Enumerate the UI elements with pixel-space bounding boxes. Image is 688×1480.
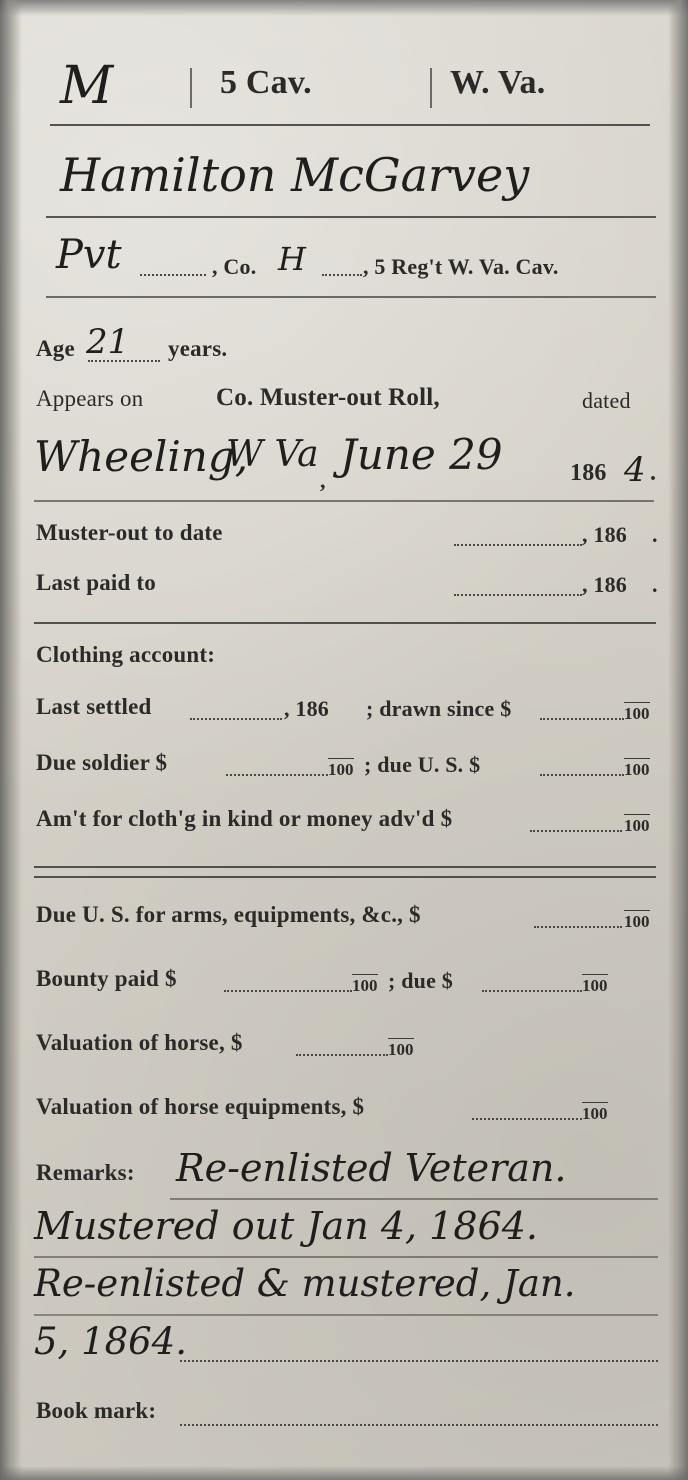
due-us-arms-dotted [534,926,622,928]
year-digit: 4 [624,450,646,490]
bounty-due-label: ; due $ [388,968,453,993]
dated-label: dated [582,388,631,413]
bounty-due-value: 100 [582,976,608,995]
due-soldier-value: 100 [328,760,354,779]
section-rule-arms-bottom [34,876,656,878]
valuation-horse-value: 100 [388,1040,414,1059]
remarks-line-2: Mustered out Jan 4, 1864. [34,1204,538,1248]
age-row [30,322,664,368]
name-underline [46,216,656,218]
book-mark-label: Book mark: [36,1398,157,1423]
in-kind-dotted [530,830,622,832]
place-date-underline [34,500,654,502]
valuation-equip-row [30,1094,664,1134]
header-unit: 5 Cav. [220,64,312,101]
header-initial: M [60,56,114,116]
due-us-value: 100 [624,760,650,779]
in-kind-row [30,806,664,846]
remarks-underline-2 [34,1256,658,1258]
remarks-label: Remarks: [36,1160,135,1185]
date-value: June 29 [340,430,503,479]
due-us-label: ; due U. S. $ [364,752,481,777]
due-soldier-dotted [226,774,328,776]
due-soldier-row [30,750,664,790]
bounty-due-dotted [482,990,582,992]
valuation-equip-dotted [472,1118,582,1120]
valuation-horse-dotted [296,1054,388,1056]
appears-on-row [30,382,664,422]
clothing-account-title: Clothing account: [36,642,216,667]
date-period: . [650,460,657,486]
last-settled-label: Last settled [36,694,152,719]
last-paid-to-row [30,568,664,610]
soldier-name: Hamilton McGarvey [60,148,530,202]
year-printed: 186 [570,460,607,486]
bounty-paid-value: 100 [352,976,378,995]
age-value: 21 [86,322,130,362]
in-kind-value: 100 [624,816,650,835]
company-value: H [278,240,306,278]
header-state: W. Va. [450,64,546,101]
drawn-since-value: 100 [624,704,650,723]
card-content [30,0,664,1480]
regiment-label: , 5 Reg't W. Va. Cav. [363,254,559,279]
rank-row [30,232,664,288]
clothing-title-row [30,642,664,680]
bounty-paid-dotted [224,990,352,992]
remarks-line2-row [30,1204,664,1254]
last-settled-dotted [190,718,282,720]
muster-out-to-date-dotted [454,544,582,546]
place-date-row [30,428,664,498]
due-us-arms-value: 100 [624,912,650,931]
muster-out-to-date-trailing: . [652,522,658,547]
header-divider-1 [190,68,192,108]
muster-out-to-date-label: Muster-out to date [36,520,223,545]
valuation-horse-label: Valuation of horse, $ [36,1030,243,1055]
muster-out-to-date-year: , 186 [582,522,627,547]
section-rule-clothing [34,622,656,624]
age-units: years. [168,336,228,361]
appears-on-label: Appears on [36,386,144,411]
last-paid-to-dotted [454,594,582,596]
age-dotted-line [88,360,160,362]
due-us-arms-row [30,902,664,942]
remarks-line3-row [30,1262,664,1312]
last-paid-to-label: Last paid to [36,570,156,595]
valuation-horse-row [30,1030,664,1070]
remarks-line-1: Re-enlisted Veteran. [176,1146,567,1190]
rank-value: Pvt [56,232,122,278]
rank-dotted-line [140,274,206,276]
last-paid-to-year: , 186 [582,572,627,597]
co-label: , Co. [212,254,257,279]
age-label: Age [36,336,75,361]
last-paid-to-trailing: . [652,572,658,597]
rank-rule [46,296,656,298]
remarks-row [30,1146,664,1198]
card-header [30,56,664,120]
due-us-dotted [540,774,624,776]
header-rule [50,124,650,126]
book-mark-row [30,1398,664,1442]
remarks-line-3: Re-enlisted & mustered, Jan. [34,1262,576,1305]
bounty-paid-label: Bounty paid $ [36,966,177,991]
last-settled-row [30,694,664,734]
place-state-value: W Va [226,434,319,475]
valuation-equip-label: Valuation of horse equipments, $ [36,1094,365,1119]
place-value: Wheeling, [34,432,249,481]
bounty-row [30,966,664,1006]
remarks-line-4: 5, 1864. [34,1320,187,1363]
remarks-underline-3 [34,1314,658,1316]
card-edge-right [668,0,688,1480]
remarks-line4-row [30,1320,664,1370]
header-divider-2 [430,68,432,108]
muster-out-to-date-row [30,518,664,560]
company-dotted-line [322,274,362,276]
name-row [30,148,664,212]
remarks-dotted-tail [180,1360,658,1362]
due-us-arms-label: Due U. S. for arms, equipments, &c., $ [36,902,421,927]
roll-title: Co. Muster-out Roll, [216,384,440,411]
section-rule-arms-top [34,866,656,868]
card-edge-left [0,0,22,1480]
last-settled-year: , 186 [284,696,329,721]
drawn-since-label: ; drawn since $ [366,696,512,721]
remarks-underline-1 [170,1198,658,1200]
due-soldier-label: Due soldier $ [36,750,168,775]
valuation-equip-value: 100 [582,1104,608,1123]
in-kind-label: Am't for cloth'g in kind or money adv'd $ [36,806,453,831]
book-mark-dotted [180,1424,658,1426]
drawn-since-dotted [540,718,624,720]
place-comma: , [320,468,326,493]
